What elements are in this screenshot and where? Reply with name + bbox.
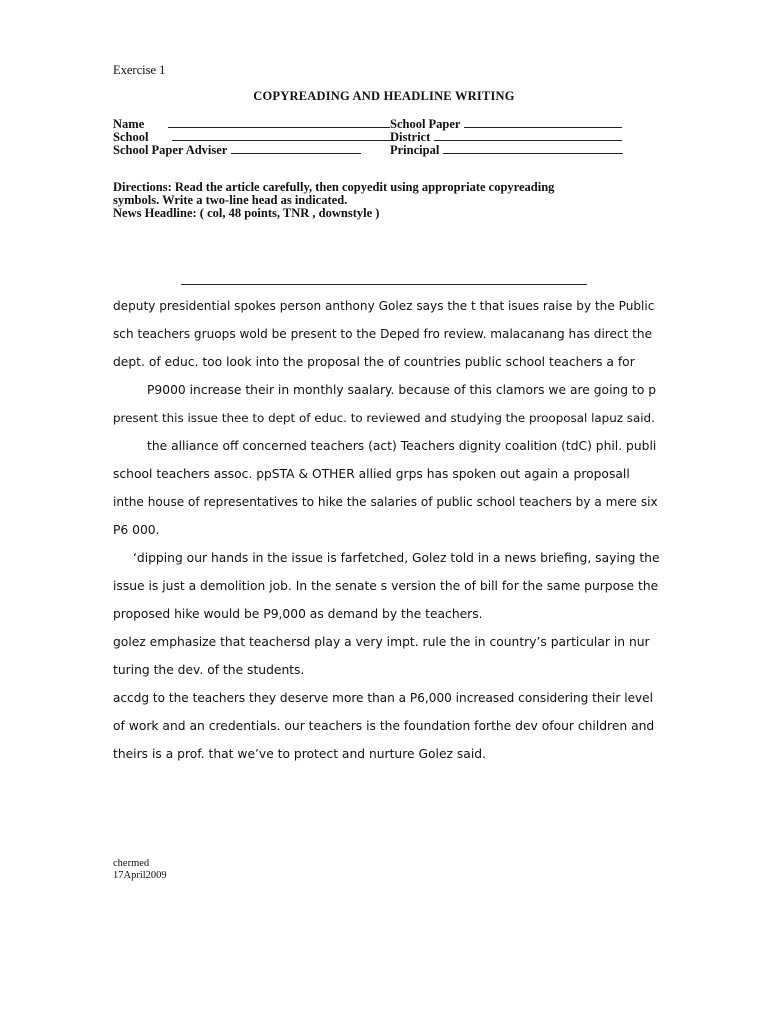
article-line: ‘dipping our hands in the issue is farfetched, Golez told in a news briefing, saying the [133, 551, 660, 565]
school-label: School [113, 130, 149, 144]
article-line: accdg to the teachers they deserve more than a P6,000 increased considering their level [113, 691, 653, 705]
name-label: Name [113, 117, 145, 131]
article-line: proposed hike would be P9,000 as demand by the teachers. [113, 607, 483, 621]
article-line: deputy presidential spokes person anthony Golez says the t that isues raise by the Public [113, 299, 655, 313]
principal-label: Principal [390, 143, 440, 157]
article-line: present this issue thee to dept of educ. to reviewed and studying the prooposal lapuz said. [113, 411, 655, 425]
adviser-field[interactable] [113, 142, 361, 158]
adviser-label: School Paper Adviser [113, 143, 228, 157]
author-date: 17April2009 [113, 870, 167, 881]
article-line: P9000 increase their in monthly saalary. because of this clamors we are going to p [147, 383, 657, 397]
page-title: COPYREADING AND HEADLINE WRITING [253, 89, 515, 103]
principal-field[interactable] [390, 142, 623, 158]
school-paper-label: School Paper [390, 117, 461, 131]
principal-blank[interactable] [443, 142, 623, 154]
article-line: school teachers assoc. ppSTA & OTHER allied grps has spoken out again a proposall [113, 467, 630, 481]
article-line: dept. of educ. too look into the proposal the of countries public school teachers a for [113, 355, 635, 369]
name-blank[interactable] [168, 116, 390, 128]
school-paper-blank[interactable] [464, 116, 622, 128]
article-line: P6 000. [113, 523, 160, 537]
directions-line-3: News Headline: ( col, 48 points, TNR , downstyle ) [113, 206, 380, 220]
district-label: District [390, 130, 431, 144]
article-line: sch teachers gruops wold be present to the Deped fro review. malacanang has direct the [113, 327, 653, 341]
article-line: turing the dev. of the students. [113, 663, 305, 677]
author-name: chermed [113, 858, 150, 869]
article-line: inthe house of representatives to hike the salaries of public school teachers by a mere six [113, 495, 658, 509]
directions-line-1: Directions: Read the article carefully, then copyedit using appropriate copyreading [113, 180, 555, 194]
article-line: of work and an credentials. our teachers is the foundation forthe dev ofour children and [113, 719, 655, 733]
directions-block [113, 181, 554, 220]
school-blank[interactable] [172, 129, 394, 141]
directions-line-2: symbols. Write a two-line head as indicated. [113, 193, 348, 207]
exercise-label: Exercise 1 [113, 63, 166, 77]
district-blank[interactable] [434, 129, 622, 141]
article-line: theirs is a prof. that we’ve to protect and nurture Golez said. [113, 747, 486, 761]
article-line: golez emphasize that teachersd play a very impt. rule the in country’s particular in nur [113, 635, 650, 649]
article-line: the alliance off concerned teachers (act) Teachers dignity coalition (tdC) phil. publi [147, 439, 657, 453]
article-line: issue is just a demolition job. In the senate s version the of bill for the same purpose the [113, 579, 659, 593]
headline-blank-line[interactable] [181, 284, 587, 285]
adviser-blank[interactable] [231, 142, 361, 154]
